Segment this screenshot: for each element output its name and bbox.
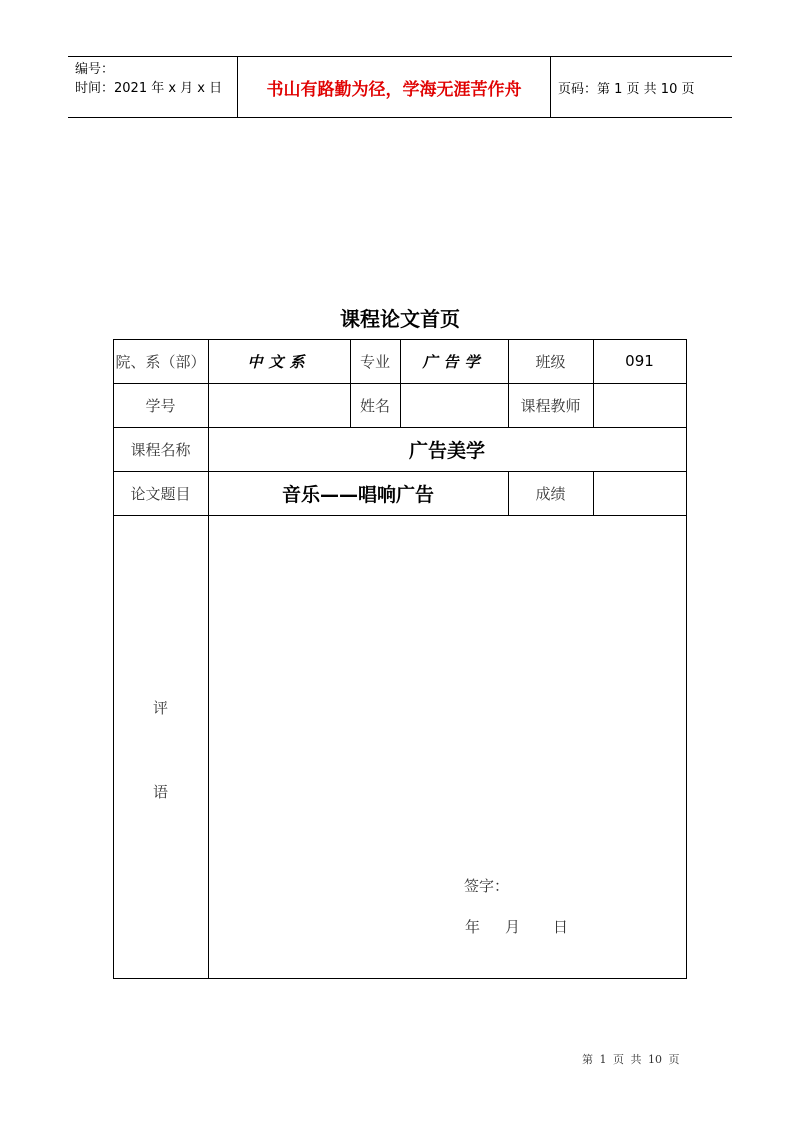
course-label: 课程名称 [130,440,191,459]
table-rule-bottom [113,978,687,979]
course-value: 广告美学 [408,439,485,462]
student-id-value [208,383,350,427]
thesis-value: 音乐——唱响广告 [281,483,434,506]
name-label: 姓名 [359,396,390,415]
header-time-label: 时间：2021 年 x 月 x 日 [75,81,223,96]
date-day-label: 日 [553,918,569,936]
class-label: 班级 [535,352,566,371]
table-border-right [686,339,687,979]
major-label: 专业 [359,352,390,371]
date-month-label: 月 [505,918,521,936]
thesis-label: 论文题目 [130,484,191,503]
header-number-label: 编号： [75,62,115,77]
grade-value [593,471,686,515]
student-id-label: 学号 [145,396,176,415]
header-page-info: 页码：第 1 页 共 10 页 [558,82,695,97]
table-rule-4 [113,515,687,516]
teacher-label: 课程教师 [520,396,581,415]
dept-value: 中文系 [247,352,311,371]
document-title: 课程论文首页 [340,307,460,331]
remark-label-2: 语 [152,783,168,801]
grade-label: 成绩 [535,484,566,503]
date-year-label: 年 [465,918,481,936]
remark-label-1: 评 [152,699,168,717]
dept-label: 院、系（部） [115,352,206,371]
class-value: 091 [625,352,654,370]
teacher-value [593,383,686,427]
page-footer: 第 1 页 共 10 页 [582,1053,680,1066]
header-motto: 书山有路勤为径，学海无涯苦作舟 [266,79,522,100]
name-value [400,383,508,427]
signature-label: 签字： [464,877,510,895]
major-value: 广告学 [422,352,486,371]
